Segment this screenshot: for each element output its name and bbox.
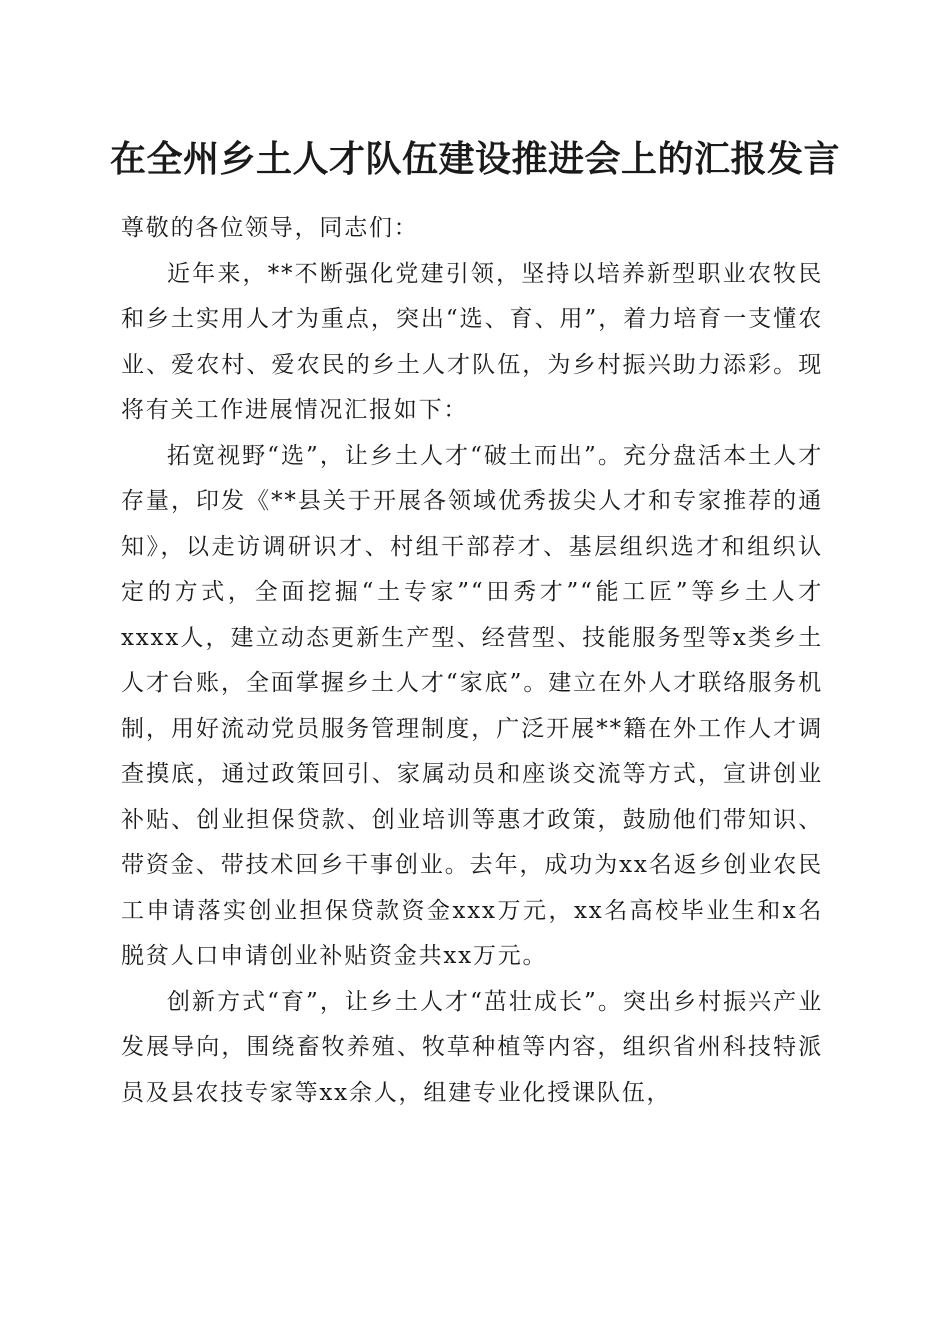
document-body: [121, 206, 823, 1116]
paragraph-select: 拓宽视野“选”，让乡土人才“破土而出”。充分盘活本土人才存量，印发《**县关于开展各领域优秀拔尖人才和专家推荐的通知》，以走访调研识才、村组干部荐才、基层组织选才和组织认定的方式，全面挖掘“土专家”“田秀才”“能工匠”等乡土人才xxxx人，建立动态更新生产型、经营型、技能服务型等x类乡土人才台账，全面掌握乡土人才“家底”。建立在外人才联络服务机制，用好流动党员服务管理制度，广泛开展**籍在外工作人才调查摸底，通过政策回引、家属动员和座谈交流等方式，宣讲创业补贴、创业担保贷款、创业培训等惠才政策，鼓励他们带知识、带资金、带技术回乡干事创业。去年，成功为xx名返乡创业农民工申请落实创业担保贷款资金xxx万元，xx名高校毕业生和x名脱贫人口申请创业补贴资金共xx万元。: [121, 442, 823, 969]
document-title: 在全州乡土人才队伍建设推进会上的汇报发言: [109, 138, 840, 180]
paragraph-intro: 近年来，**不断强化党建引领，坚持以培养新型职业农牧民和乡土实用人才为重点，突出“选、育、用”，着力培育一支懂农业、爱农村、爱农民的乡土人才队伍，为乡村振兴助力添彩。现将有关工作进展情况汇报如下：: [121, 260, 823, 423]
salutation: 尊敬的各位领导，同志们：: [121, 215, 419, 241]
paragraph-cultivate: 创新方式“育”，让乡土人才“茁壮成长”。突出乡村振兴产业发展导向，围绕畜牧养殖、牧草种植等内容，组织省州科技特派员及县农技专家等xx余人，组建专业化授课队伍，: [121, 988, 823, 1106]
